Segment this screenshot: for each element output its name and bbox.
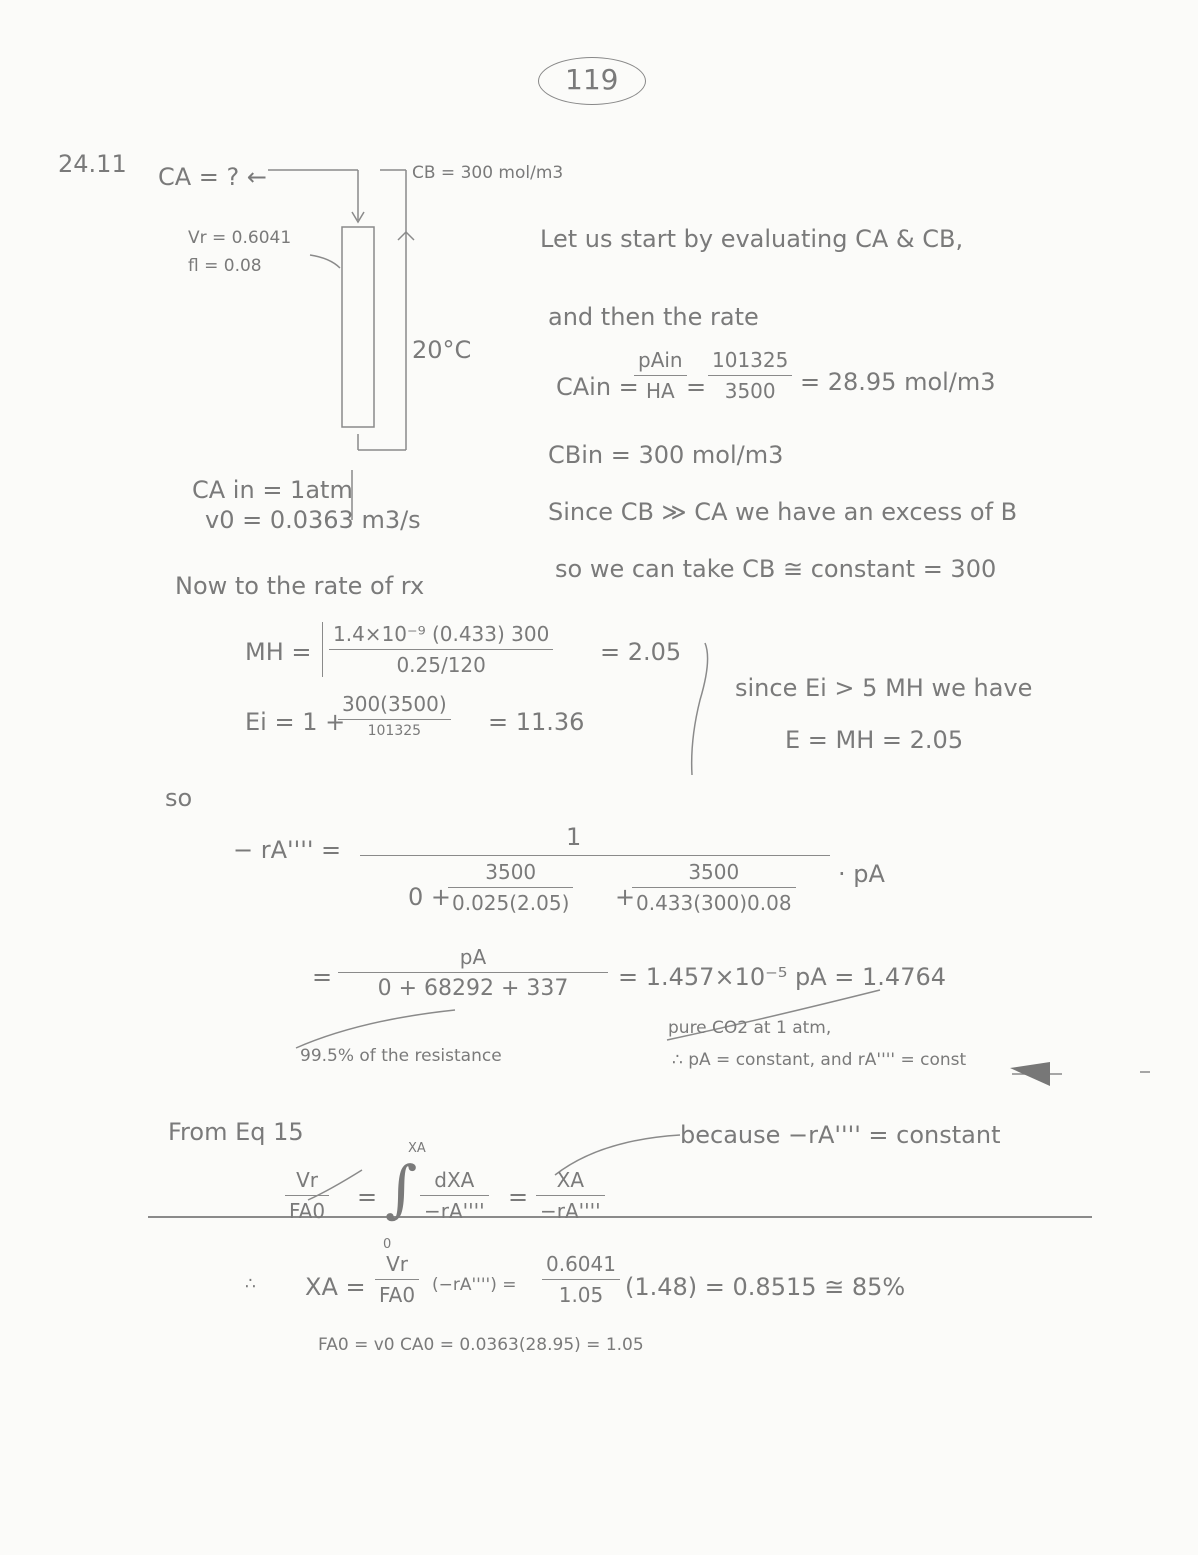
rate-eq2-den: 0 + 68292 + 337 <box>377 976 569 1001</box>
eq15-int-lower: 0 <box>383 1237 392 1252</box>
page-number: 119 <box>565 63 619 96</box>
rate-eq-den-plus: + <box>615 883 636 911</box>
cain-fraction-1 <box>634 348 687 403</box>
eq15-equals-2: = <box>508 1183 529 1211</box>
eq15-int-num: dXA <box>434 1168 475 1192</box>
eq15-because: because −rA'''' = constant <box>680 1121 1001 1149</box>
intro-line-1: Let us start by evaluating CA & CB, <box>540 225 964 253</box>
final-mid: (−rA'''') = <box>432 1275 517 1295</box>
problem-number: 24.11 <box>58 150 127 178</box>
ei-num: 300(3500) <box>342 692 447 716</box>
ei-fraction <box>338 692 451 739</box>
intro-line-2: and then the rate <box>548 303 759 331</box>
eq15-rhs-den: −rA'''' <box>540 1199 601 1223</box>
diagram-ca-out: CA = ? ← <box>158 163 268 191</box>
eq15-heading: From Eq 15 <box>168 1118 304 1146</box>
cain-result: = 28.95 mol/m3 <box>800 368 996 396</box>
eq15-lhs-num: Vr <box>296 1168 318 1192</box>
cain-den-1: HA <box>645 379 675 403</box>
rate-eq-main-bar <box>360 855 830 856</box>
excess-note: Since CB ≫ CA we have an excess of B <box>548 498 1018 526</box>
final-f1-den: FA0 <box>379 1283 416 1307</box>
mh-result: = 2.05 <box>600 638 682 666</box>
rate-eq-rhs: · pA <box>838 860 885 888</box>
diagram-temp: 20°C <box>412 336 472 364</box>
ei-den: 101325 <box>367 723 422 739</box>
final-fa0: FA0 = v0 CA0 = 0.0363(28.95) = 1.05 <box>318 1335 644 1355</box>
final-f1-num: Vr <box>386 1252 408 1276</box>
cain-num-2: 101325 <box>712 348 789 372</box>
since-line-2: E = MH = 2.05 <box>785 726 964 754</box>
rate-eq2-result: = 1.457×10⁻⁵ pA = 1.4764 <box>618 963 947 991</box>
ei-result: = 11.36 <box>488 708 585 736</box>
rate-eq-num: 1 <box>566 823 582 851</box>
rate-eq2-fraction <box>338 945 608 1001</box>
rate-eq-f1-num: 3500 <box>485 860 537 884</box>
note-resistance: 99.5% of the resistance <box>300 1046 502 1066</box>
rate-heading: Now to the rate of rx <box>175 572 425 600</box>
eq15-lhs-den: FA0 <box>289 1199 326 1223</box>
rate-eq-f2-den: 0.433(300)0.08 <box>636 891 792 915</box>
final-fraction-2 <box>542 1252 620 1307</box>
cain-lhs: CAin = <box>556 373 639 401</box>
mh-fraction <box>322 622 553 677</box>
diagram-vr: Vr = 0.6041 <box>188 228 292 248</box>
constant-note: so we can take CB ≅ constant = 300 <box>555 555 997 583</box>
rate-eq-f2-num: 3500 <box>688 860 740 884</box>
rate-eq-den-fraction-2 <box>632 860 796 915</box>
eq15-int-den: −rA'''' <box>424 1199 485 1223</box>
eq15-int-upper: XA <box>408 1141 426 1156</box>
diagram-fl: fl = 0.08 <box>188 256 262 276</box>
diagram-cb-in: CB = 300 mol/m3 <box>412 163 564 183</box>
eq15-lhs-fraction <box>285 1168 329 1223</box>
mh-lhs: MH = <box>245 638 312 666</box>
diagram-v0: v0 = 0.0363 m3/s <box>205 506 421 534</box>
rate-eq-lhs: − rA'''' = <box>233 836 342 864</box>
eq15-integral-sign: ∫ <box>385 1152 418 1225</box>
final-therefore: ∴ <box>245 1274 256 1294</box>
cbin-value: CBin = 300 mol/m3 <box>548 441 784 469</box>
final-result: (1.48) = 0.8515 ≅ 85% <box>625 1273 906 1301</box>
ei-lhs: Ei = 1 + <box>245 708 346 736</box>
note-pure-2: ∴ pA = constant, and rA'''' = const <box>672 1050 967 1070</box>
since-line-1: since Ei > 5 MH we have <box>735 674 1033 702</box>
eq15-rhs-num: XA <box>556 1168 585 1192</box>
eq15-rhs-fraction <box>536 1168 605 1223</box>
eq15-int-fraction <box>420 1168 489 1223</box>
cain-den-2: 3500 <box>724 379 776 403</box>
eq15-equals-1: = <box>357 1183 378 1211</box>
rate-eq-f1-den: 0.025(2.05) <box>452 891 570 915</box>
cain-equals: = <box>686 373 707 401</box>
mh-den: 0.25/120 <box>396 653 486 677</box>
mh-num: 1.4×10⁻⁹ (0.433) 300 <box>333 622 550 646</box>
final-f2-num: 0.6041 <box>546 1252 616 1276</box>
rate-eq-den-a: 0 + <box>408 883 452 911</box>
final-f2-den: 1.05 <box>558 1283 604 1307</box>
final-lhs: XA = <box>305 1273 366 1301</box>
so-label: so <box>165 784 193 812</box>
rate-eq2-lhs: = <box>312 963 333 991</box>
cain-fraction-2 <box>708 348 792 403</box>
diagram-ca-in: CA in = 1atm <box>192 476 353 504</box>
note-pure-1: pure CO2 at 1 atm, <box>668 1018 832 1038</box>
rate-eq2-num: pA <box>459 945 487 969</box>
rate-eq-den-fraction-1 <box>448 860 573 915</box>
cain-num-1: pAin <box>638 348 683 372</box>
final-fraction-1 <box>375 1252 419 1307</box>
